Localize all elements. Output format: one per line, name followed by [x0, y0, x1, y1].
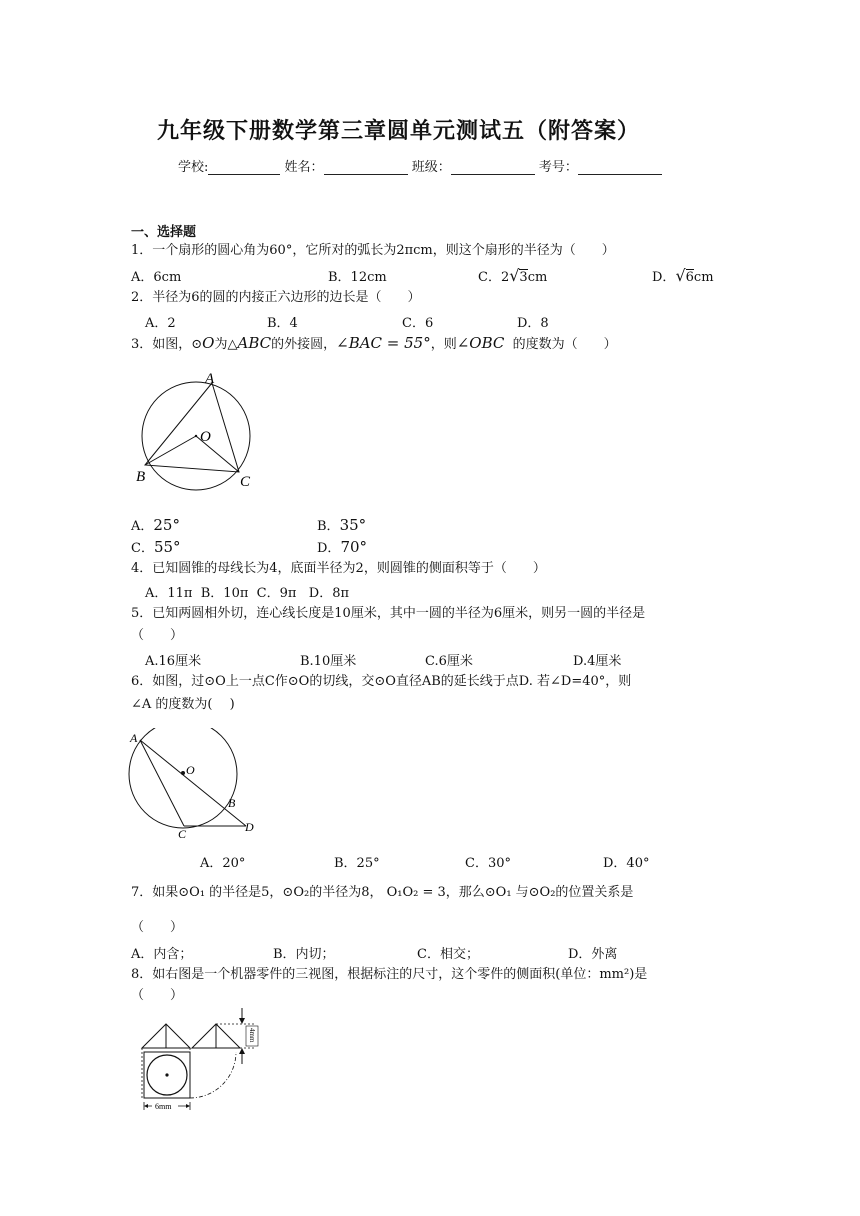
- exam-no-label: 考号：: [538, 160, 578, 175]
- line-ac: [140, 740, 184, 826]
- label-a: A: [205, 371, 215, 387]
- class-label: 班级：: [411, 160, 451, 175]
- q1-option-c: C．2√3cm: [478, 266, 548, 285]
- q7-option-c: C．相交；: [417, 947, 479, 962]
- q6-figure: [126, 728, 266, 840]
- q3-figure: [128, 366, 268, 496]
- school-field[interactable]: [208, 161, 280, 175]
- name-label: 姓名：: [284, 160, 324, 175]
- question-4: 4．已知圆锥的母线长为4，底面半径为2，则圆锥的侧面积等于（ ）: [131, 561, 546, 576]
- q2-option-d: D．8: [517, 316, 549, 331]
- question-3: 3．如图，⊙O为△ABC的外接圆，∠BAC = 55°，则∠OBC 的度数为（ ）: [131, 334, 617, 352]
- label-b: B: [136, 469, 146, 485]
- dim-4mm: 4mm: [248, 1028, 256, 1043]
- circle-o: [129, 728, 237, 828]
- question-8-paren: （ ）: [131, 988, 184, 1003]
- q1-option-b: B．12cm: [328, 270, 387, 285]
- q3-option-b: B．35°: [317, 516, 367, 534]
- q6-option-c: C．30°: [465, 856, 511, 871]
- q4-options: A．11π B．10π C．9π D．8π: [145, 586, 350, 601]
- page-title: 九年级下册数学第三章圆单元测试五（附答案）: [157, 118, 641, 144]
- q6-option-a: A．20°: [200, 856, 246, 871]
- q2-option-c: C．6: [402, 316, 434, 331]
- question-1: 1．一个扇形的圆心角为60°，它所对的弧长为2πcm，则这个扇形的半径为（ ）: [131, 243, 615, 258]
- q1-option-d: D．√6cm: [652, 266, 714, 285]
- q6-option-d: D．40°: [603, 856, 650, 871]
- section-heading: 一、选择题: [131, 225, 197, 240]
- q3-option-a: A．25°: [131, 516, 180, 534]
- label-b: B: [228, 796, 236, 810]
- name-field[interactable]: [324, 161, 408, 175]
- dim-6mm: 6mm: [155, 1102, 172, 1111]
- line-ad: [140, 740, 246, 826]
- question-8: 8．如右图是一个机器零件的三视图，根据标注的尺寸，这个零件的侧面积(单位：mm²)是: [131, 967, 648, 982]
- q7-option-a: A．内含；: [131, 947, 193, 962]
- label-c: C: [178, 827, 187, 840]
- school-label: 学校:: [178, 160, 209, 175]
- class-field[interactable]: [451, 161, 535, 175]
- question-6-line1: 6．如图，过⊙O上一点C作⊙O的切线，交⊙O直径AB的延长线于点D. 若∠D=40°，则: [131, 674, 632, 689]
- q1-option-a: A．6cm: [131, 270, 182, 285]
- center-point: [195, 435, 197, 437]
- q5-option-d: D.4厘米: [573, 654, 622, 669]
- question-6-line2: ∠A 的度数为( ): [131, 697, 235, 712]
- q7-option-d: D．外离: [568, 947, 618, 962]
- q5-option-a: A.16厘米: [145, 654, 202, 669]
- label-c: C: [240, 474, 251, 490]
- q8-figure: [130, 1006, 270, 1112]
- header-info: [178, 156, 662, 175]
- q7-option-b: B．内切；: [273, 947, 335, 962]
- question-5: 5．已知两圆相外切，连心线长度是10厘米，其中一圆的半径为6厘米，则另一圆的半径是: [131, 606, 646, 621]
- q5-option-b: B.10厘米: [300, 654, 357, 669]
- question-7: 7．如果⊙O₁ 的半径是5，⊙O₂的半径为8， O₁O₂ = 3，那么⊙O₁ 与⊙O₂的位置关系是: [131, 885, 634, 900]
- label-d: D: [245, 820, 254, 834]
- center-point: [181, 771, 185, 775]
- exam-no-field[interactable]: [578, 161, 662, 175]
- q3-option-c: C．55°: [131, 538, 181, 556]
- q2-option-a: A．2: [145, 316, 176, 331]
- label-o: O: [186, 763, 195, 777]
- q3-option-d: D．70°: [317, 538, 368, 556]
- question-2: 2．半径为6的圆的内接正六边形的边长是（ ）: [131, 290, 421, 305]
- q5-option-c: C.6厘米: [425, 654, 473, 669]
- question-5-paren: （ ）: [131, 628, 184, 643]
- question-7-paren: （ ）: [131, 920, 184, 935]
- q2-option-b: B．4: [267, 316, 298, 331]
- segment-ob: [145, 436, 196, 465]
- label-a: A: [130, 731, 138, 745]
- q6-option-b: B．25°: [334, 856, 380, 871]
- label-o: O: [200, 429, 211, 445]
